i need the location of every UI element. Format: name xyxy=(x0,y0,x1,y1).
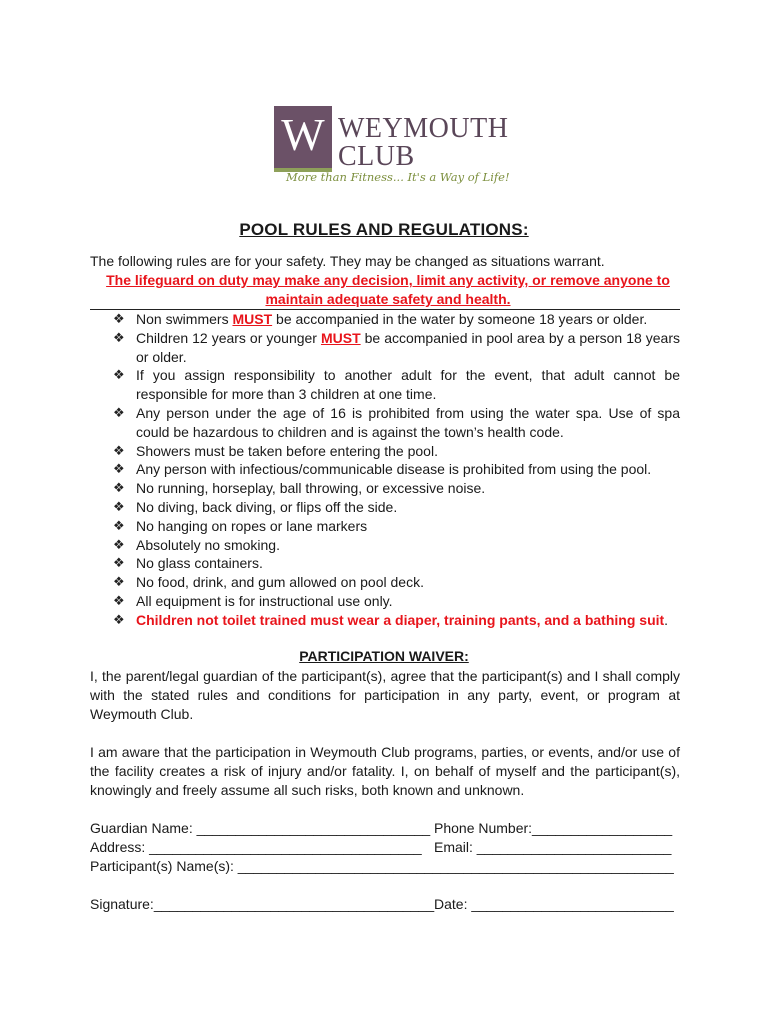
list-item: ❖ All equipment is for instructional use only. xyxy=(113,592,393,609)
logo-name-line2: CLUB xyxy=(338,141,415,172)
page-title: POOL RULES AND REGULATIONS: xyxy=(239,220,529,239)
diamond-bullet-icon: ❖ xyxy=(113,311,125,326)
logo-mark-letter: W xyxy=(281,109,325,160)
address-field: Address: ___________________________________ xyxy=(90,839,422,855)
waiver-title: PARTICIPATION WAIVER: xyxy=(299,648,469,664)
diamond-bullet-icon: ❖ xyxy=(113,574,125,590)
list-item: ❖ Any person with infectious/communicable disease is prohibited from using the pool. xyxy=(113,461,652,478)
logo-tagline: More than Fitness... It's a Way of Life! xyxy=(286,170,510,184)
diamond-bullet-icon: ❖ xyxy=(113,592,125,608)
signature-field: Signature:____________________________________ xyxy=(90,896,435,912)
diamond-bullet-icon: ❖ xyxy=(113,329,125,345)
diamond-bullet-icon: ❖ xyxy=(113,611,125,627)
list-item: ❖ Children 12 years or younger MUST be accompanied in pool area by a person 18 years or older. xyxy=(113,329,680,365)
list-item: ❖ No hanging on ropes or lane markers xyxy=(113,517,368,534)
list-item: ❖ Showers must be taken before entering the pool. xyxy=(113,442,438,459)
diamond-bullet-icon: ❖ xyxy=(113,480,125,496)
diamond-bullet-icon: ❖ xyxy=(113,404,125,420)
waiver-paragraph-2: I am aware that the participation in Weymouth Club programs, parties, or events, and/or use of the facility creates a risk of injury and/or fatality. I, on behalf of myself and the participant(s), knowingly and freely assume all such risks, both known and unknown. xyxy=(90,744,680,798)
diamond-bullet-icon: ❖ xyxy=(113,498,125,514)
intro-text: The following rules are for your safety. They may be changed as situations warrant. xyxy=(90,253,605,269)
diamond-bullet-icon: ❖ xyxy=(113,517,125,533)
waiver-paragraph-1: I, the parent/legal guardian of the participant(s), agree that the participant(s) and I shall comply with the stated rules and conditions for participation in any party, event, or program at Weymouth Club. xyxy=(90,668,680,722)
diamond-bullet-icon: ❖ xyxy=(113,367,125,383)
phone-number-field: Phone Number:__________________ xyxy=(434,820,673,836)
must-emphasis: MUST xyxy=(232,311,273,327)
rules-list xyxy=(90,310,680,630)
list-item: ❖ Absolutely no smoking. xyxy=(113,536,280,553)
list-item: ❖ No diving, back diving, or flips off the side. xyxy=(113,498,398,515)
participant-names-field: Participant(s) Name(s): ________________________________________________________ xyxy=(90,858,674,874)
diamond-bullet-icon: ❖ xyxy=(113,461,125,477)
diamond-bullet-icon: ❖ xyxy=(113,442,125,458)
diamond-bullet-icon: ❖ xyxy=(113,536,125,552)
list-item: ❖ Non swimmers MUST be accompanied in the water by someone 18 years or older. xyxy=(113,311,648,327)
list-item: ❖ Children not toilet trained must wear a diaper, training pants, and a bathing suit. xyxy=(113,611,669,628)
list-item: ❖ No running, horseplay, ball throwing, or excessive noise. xyxy=(113,480,486,497)
email-field: Email: _________________________ xyxy=(434,839,672,855)
list-item: ❖ If you assign responsibility to another adult for the event, that adult cannot be responsible for more than 3 children at one time. xyxy=(113,367,680,403)
date-field: Date: __________________________ xyxy=(434,896,674,912)
list-item: ❖ Any person under the age of 16 is prohibited from using the water spa. Use of spa could be hazardous to children and is against the town’s health code. xyxy=(113,404,680,440)
diamond-bullet-icon: ❖ xyxy=(113,555,125,571)
guardian-name-field: Guardian Name: ______________________________ xyxy=(90,820,431,836)
logo-name-line1: WEYMOUTH xyxy=(338,113,509,144)
list-item: ❖ No glass containers. xyxy=(113,555,263,572)
list-item: ❖ No food, drink, and gum allowed on pool deck. xyxy=(113,574,424,591)
lifeguard-warning: The lifeguard on duty may make any decision, limit any activity, or remove anyone to maintain adequate safety and health. xyxy=(106,272,670,307)
weymouth-club-logo xyxy=(274,104,510,192)
must-emphasis: MUST xyxy=(320,329,361,346)
